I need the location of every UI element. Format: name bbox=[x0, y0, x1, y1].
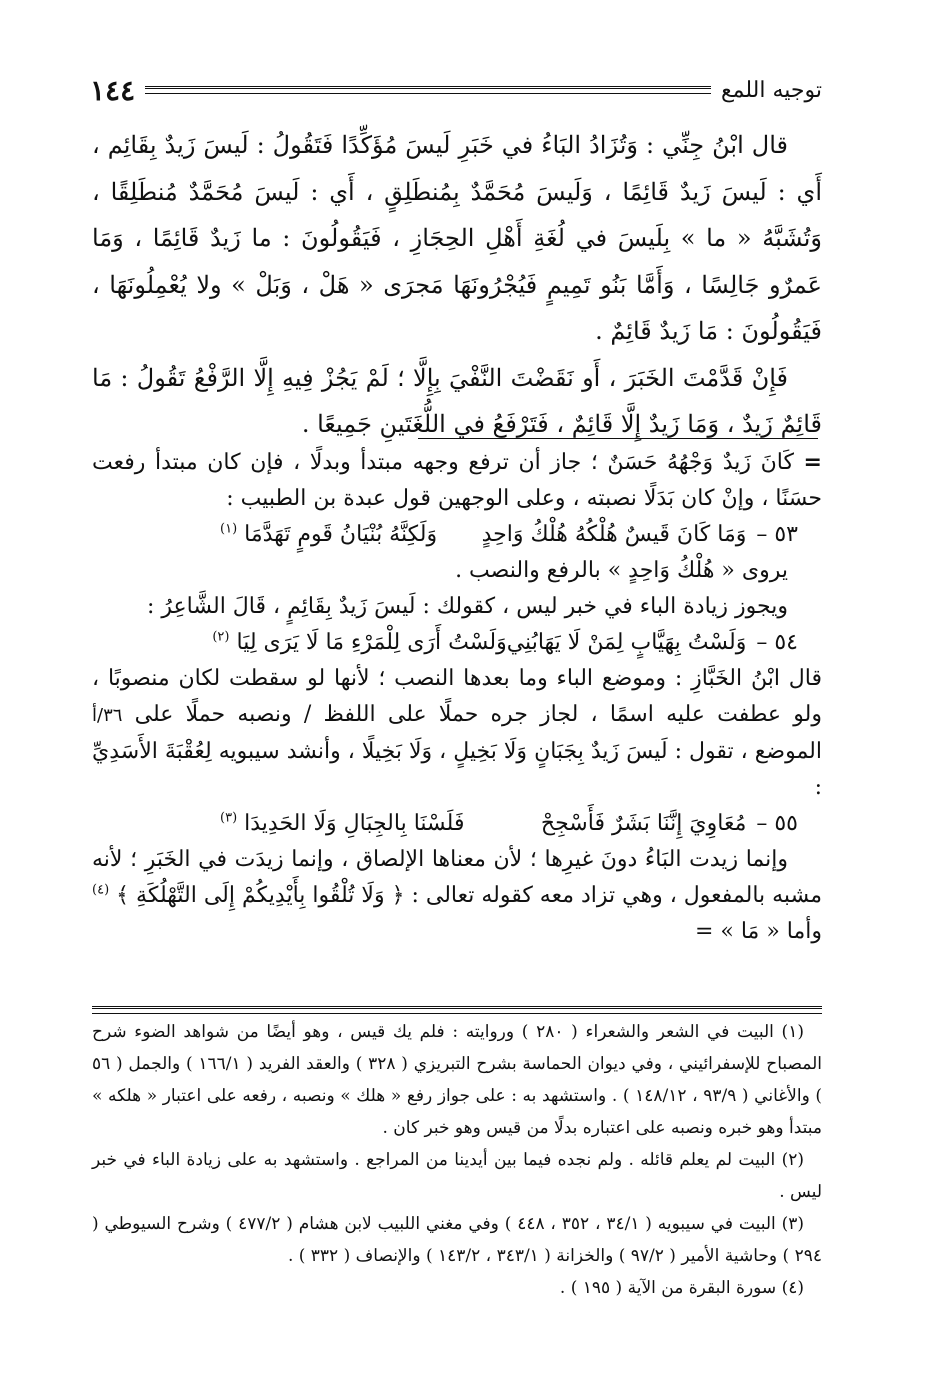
manuscript-folio-ref: ٣٦/أ bbox=[92, 705, 123, 726]
verse-54-second-hemistich: وَلَسْتُ أَرَى لِلْمَرْءِ مَا لَا يَرَى لِيَا $^{(٢)}$ bbox=[212, 629, 507, 655]
footnote-ref-3[interactable]: (٣) bbox=[220, 810, 238, 826]
verse-55-second-hemistich: فَلَسْنَا بِالجِبَالِ وَلَا الحَدِيدَا $^{(٣)}$ bbox=[220, 810, 465, 836]
header-rule bbox=[145, 86, 711, 94]
verse-55-number: ٥٥ – bbox=[756, 811, 798, 836]
commentary-paragraph-1 bbox=[92, 445, 822, 517]
verse-54-first-hemistich: ٥٤ –وَلَسْتُ بِهَيَّابٍ لِمَنْ لَا يَهَابُنِي bbox=[506, 630, 798, 655]
main-text-divider bbox=[418, 438, 818, 439]
commentary-text-1: كَانَ زَيدٌ وَجْهُهُ حَسَنٌ ؛ جاز أن ترفع وجهه مبتدأ وبدلًا ، فإن كان مبتدأ رفعت حسَنًا ، وإنْ كان بَدَلًا نصبته ، وعلى الوجهين قول عبدة بن الطبيب : bbox=[92, 450, 822, 511]
page-number: ١٤٤ bbox=[90, 73, 136, 107]
commentary-paragraph-5: وإنما زيدت البَاءُ دونَ غيرِها ؛ لأن معناها الإلصاق ، وإنما زيدَت في الخَبَرِ ؛ لأنه مشبه بالمفعول ، وهي تزاد معه كقوله تعالى : ﴿ وَلَا تُلْقُوا بِأَيْدِيكُمْ إِلَى التَّهْلُكَةِ ﴾ $^{(٤)}$ وأما « مَا » = bbox=[92, 847, 822, 944]
verse-55 bbox=[92, 806, 822, 842]
main-paragraph-1: قال ابْنُ جِنِّي : وَتُزَادُ البَاءُ في خَبَرِ لَيسَ مُؤَكِّدًا فَتَقُولُ : لَيسَ زَيدٌ بِقَائِم ، أَي : لَيسَ زَيدٌ قَائِمًا ، وَلَيسَ مُحَمَّدٌ بِمُنطَلِقٍ ، أَي : لَيسَ مُحَمَّدٌ مُنطَلِقًا ، وَتُشَبَّهُ « ما » بِلَيسَ في لُغَةِ أَهْلِ الحِجَازِ ، فَيَقُولُونَ : ما زَيدٌ قَائِمًا ، وَمَا عَمرٌو جَالِسًا ، وَأَمَّا بَنُو تَمِيمٍ فَيُجْرُونَهَا مَجرَى « هَلْ ، وَبَلْ » ولا يُعْمِلُونَهَا ، فَيَقُولُونَ : مَا زَيدٌ قَائِمٌ . bbox=[92, 131, 822, 345]
commentary-paragraph-2: يروى « هُلْكُ وَاحِدٍ » بالرفع والنصب . bbox=[455, 558, 788, 583]
running-title: توجيه اللمع bbox=[720, 77, 822, 103]
commentary-paragraph-3: ويجوز زيادة الباء في خبر ليس ، كقولك : لَيسَ زَيدٌ بِقَائِمٍ ، قَالَ الشَّاعِرُ : bbox=[147, 594, 788, 619]
footnote-separator bbox=[92, 1006, 822, 1014]
continuation-sign: = bbox=[803, 450, 822, 475]
footnote-4: (٤) سورة البقرة من الآية ( ١٩٥ ) . bbox=[559, 1278, 804, 1298]
footnotes bbox=[92, 1016, 822, 1304]
main-text bbox=[92, 122, 822, 448]
verse-53 bbox=[92, 517, 822, 553]
footnote-ref-4[interactable]: (٤) bbox=[92, 882, 110, 898]
footnote-1: (١) البيت في الشعر والشعراء ( ٢٨٠ ) وروايته : فلم يك قيس ، وهو أيضًا من شواهد الضوء شرح المصباح للإسفرائيني ، وفي ديوان الحماسة بشرح التبريزي ( ٣٢٨ ) والعقد الفريد ( ١٦٦/١ ) والجمل ( ٥٦ ) والأغاني ( ٩٣/٩ ، ١٤٨/١٢ ) . واستشهد به : على جواز رفع « هلك » ونصبه ، رفعه على اعتبار « هلكه » مبتدأ وهو خبره ونصبه على اعتباره بدلًا من قيس وهو خبر كان . bbox=[92, 1022, 823, 1138]
footnote-ref-2[interactable]: (٢) bbox=[212, 629, 230, 645]
verse-55-first-hemistich: ٥٥ –مُعَاوِيَ إِنَّنَا بَشَرٌ فَأَسْجِحْ bbox=[540, 811, 798, 836]
main-paragraph-2: فَإِنْ قَدَّمْتَ الخَبَرَ ، أَو نَقَضْتَ النَّفْيَ بِإِلَّا ؛ لَمْ يَجُزْ فِيهِ إِلَّا الرَّفْعُ تَقُولُ : مَا قَائِمٌ زَيدٌ ، وَمَا زَيدٌ إِلَّا قَائِمٌ ، فَتَرْفَعُ في اللُّغَتَينِ جَمِيعًا . bbox=[92, 363, 822, 438]
footnote-ref-1[interactable]: (١) bbox=[220, 521, 238, 537]
verse-53-number: ٥٣ – bbox=[756, 522, 798, 547]
page-header bbox=[90, 68, 822, 112]
verse-53-second-hemistich: وَلَكِنَّهُ بُنْيَانُ قَومٍ تَهَدَّمَا $^{(١)}$ bbox=[220, 521, 438, 547]
verse-53-first-hemistich: ٥٣ –وَمَا كَانَ قَيسٌ هُلْكُهُ هُلْكُ وَاحِدٍ bbox=[481, 522, 798, 547]
footnote-3: (٣) البيت في سيبويه ( ٣٤/١ ، ٣٥٢ ، ٤٤٨ ) وفي مغني اللبيب لابن هشام ( ٤٧٧/٢ ) وشرح السيوطي ( ٢٩٤ ) وحاشية الأمير ( ٩٧/٢ ) والخزانة ( ٣٤٣/١ ، ١٤٣/٢ ) والإنصاف ( ٣٣٢ ) . bbox=[92, 1214, 822, 1266]
commentary bbox=[92, 445, 822, 950]
commentary-paragraph-4: قال ابْنُ الخَبَّازِ : وموضع الباء وما بعدها النصب ؛ لأنها لو سقطت لكان منصوبًا ، ولو عطفت عليه اسمًا ، لجاز جره حملًا على اللفظ / ونصبه حملًا على ٣٦/أ الموضع ، تقول : لَيسَ زَيدٌ بِجَبَانٍ وَلَا بَخِيلٍ ، وَلَا بَخِيلًا ، وأنشد سيبويه لِعُقْبَةَ الأَسَدِيِّ : bbox=[92, 666, 822, 800]
footnote-2: (٢) البيت لم يعلم قائله . ولم نجده فيما بين أيدينا من المراجع . واستشهد به على زيادة الباء في خبر ليس . bbox=[92, 1150, 822, 1202]
verse-54 bbox=[92, 625, 822, 661]
verse-54-number: ٥٤ – bbox=[756, 630, 798, 655]
